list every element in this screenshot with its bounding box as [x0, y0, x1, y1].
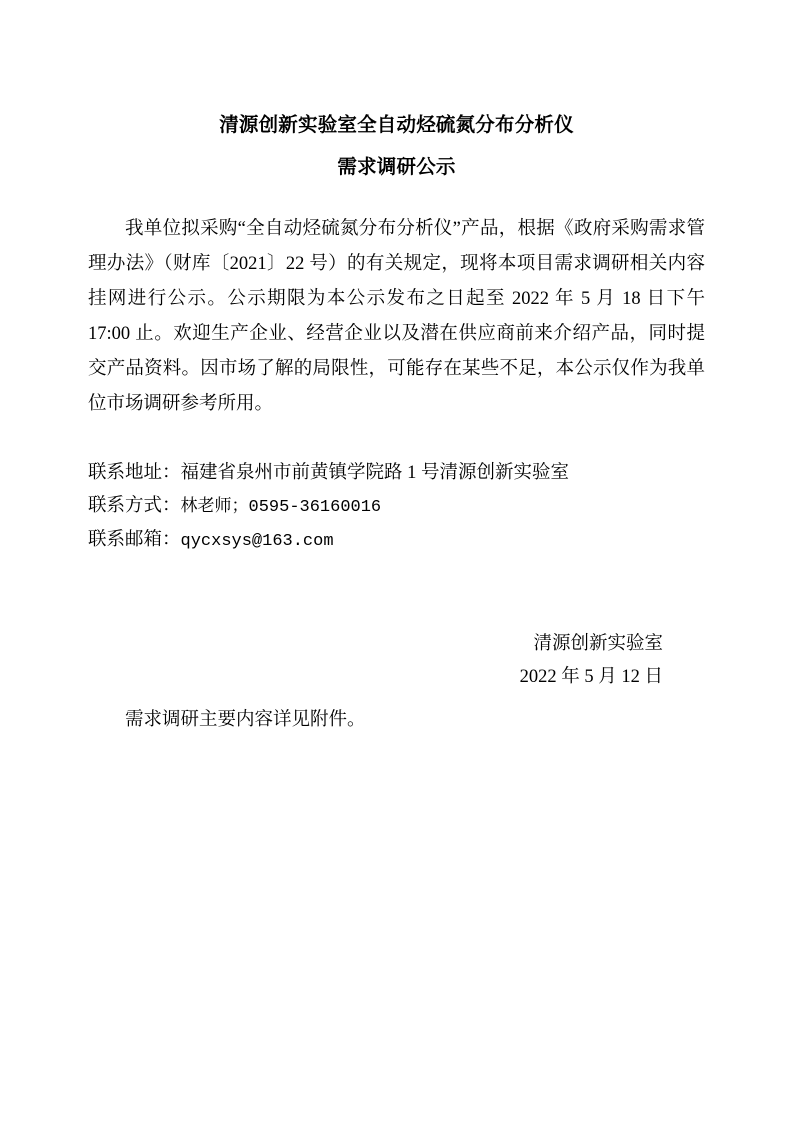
title-line-2: 需求调研公示 — [337, 156, 456, 178]
contact-phone-value: 林老师；0595-36160016 — [180, 498, 382, 517]
footer-note: 需求调研主要内容详见附件。 — [125, 710, 366, 730]
contact-phone-label: 联系方式： — [88, 496, 181, 516]
contact-email-label: 联系邮箱： — [88, 530, 181, 550]
contact-address — [88, 457, 705, 490]
signature — [88, 628, 705, 694]
body-paragraph-1: 我单位拟采购“全自动烃硫氮分布分析仪”产品，根据《政府采购需求管理办法》（财库〔2021〕22 号）的有关规定，现将本项目需求调研相关内容挂网进行公示。公示期限为本公示发布之日起至 2022 年 5 月 18 日下午 17:00 止。欢迎生产企业、经营企业以及潜在供应商前来介绍产品，同时提交产品资料。因市场了解的局限性，可能存在某些不足，本公示仅作为我单位市场调研参考所用。 — [88, 219, 705, 414]
title-line-1: 清源创新实验室全自动烃硫氮分布分析仪 — [219, 114, 574, 136]
contact-email-value: qycxsys@163.com — [180, 532, 334, 551]
contact-phone — [88, 490, 705, 524]
signature-org: 清源创新实验室 — [533, 634, 663, 654]
contact-email — [88, 524, 705, 558]
document-body — [88, 212, 705, 422]
contact-address-value: 福建省泉州市前黄镇学院路 1 号清源创新实验室 — [180, 463, 570, 483]
contact-info — [88, 457, 705, 558]
document-title — [88, 104, 705, 188]
contact-address-label: 联系地址： — [88, 463, 181, 483]
signature-date: 2022 年 5 月 12 日 — [519, 667, 663, 687]
